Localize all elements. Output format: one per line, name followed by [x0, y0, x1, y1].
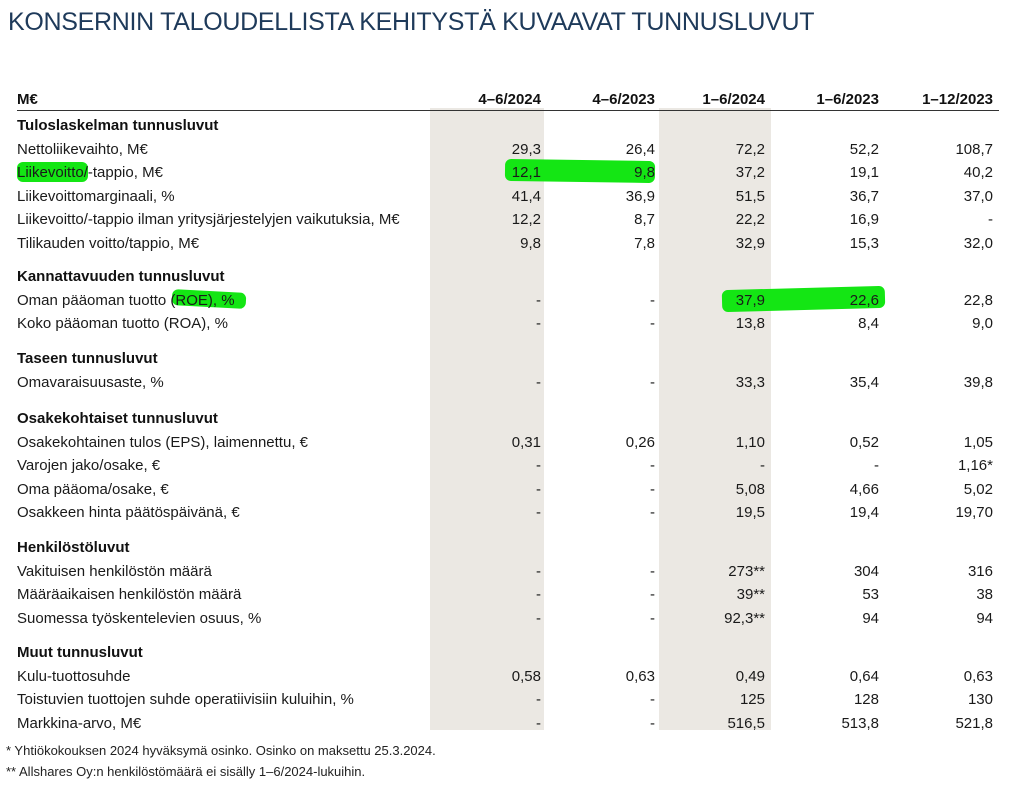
value-cell: - [536, 714, 541, 732]
value-cell: - [536, 457, 541, 474]
value-cell: - [650, 609, 655, 627]
value-cell: 26,4 [625, 140, 655, 158]
value-cell: 37,9 [735, 291, 765, 309]
value-cell: 72,2 [735, 140, 765, 158]
value-cell: 1,10 [735, 433, 765, 451]
value-cell: 12,2 [511, 211, 541, 228]
value-cell: - [874, 457, 879, 474]
row-label: Osakekohtainen tulos (EPS), laimennettu, € [17, 433, 308, 451]
value-cell: - [650, 291, 655, 309]
table-row [0, 455, 1032, 477]
value-cell: 0,49 [735, 667, 765, 685]
table-row [0, 139, 1032, 161]
value-cell: 32,9 [735, 234, 765, 252]
row-label: Liikevoitto/-tappio, M€ [17, 164, 163, 181]
value-cell: 316 [967, 562, 993, 580]
value-cell: - [650, 691, 655, 708]
value-cell: 35,4 [849, 373, 879, 391]
value-cell: 1,05 [963, 433, 993, 451]
table-row [0, 608, 1032, 630]
row-label: Omavaraisuusaste, % [17, 373, 164, 391]
value-cell: 94 [862, 609, 879, 627]
value-cell: - [536, 315, 541, 332]
value-cell: - [536, 480, 541, 498]
row-label: Varojen jako/osake, € [17, 457, 161, 474]
value-cell: 9,8 [634, 164, 655, 181]
section-heading [0, 537, 1032, 559]
row-label: Liikevoitto/-tappio ilman yritysjärjestelyjen vaikutuksia, M€ [17, 211, 400, 228]
table-row [0, 313, 1032, 335]
table-row [0, 713, 1032, 735]
value-cell: 29,3 [511, 140, 541, 158]
value-cell: 125 [739, 691, 765, 708]
header-col-fy-2023: 1–12/2023 [922, 91, 993, 108]
value-cell: 108,7 [955, 140, 993, 158]
value-cell: 19,70 [955, 504, 993, 521]
value-cell: - [650, 480, 655, 498]
value-cell: 51,5 [735, 187, 765, 205]
value-cell: 9,8 [520, 234, 541, 252]
value-cell: - [650, 562, 655, 580]
table-row [0, 290, 1032, 312]
value-cell: 1,16* [957, 457, 993, 474]
value-cell: 19,1 [849, 164, 879, 181]
value-cell: 39** [736, 586, 765, 603]
value-cell: 37,0 [963, 187, 993, 205]
value-cell: 13,8 [735, 315, 765, 332]
value-cell: 32,0 [963, 234, 993, 252]
row-label: Markkina-arvo, M€ [17, 714, 142, 732]
value-cell: 7,8 [634, 234, 655, 252]
table-row [0, 479, 1032, 501]
row-label: Oma pääoma/osake, € [17, 480, 169, 498]
section-title: Tuloslaskelman tunnusluvut [17, 117, 219, 134]
value-cell: 0,26 [625, 433, 655, 451]
value-cell: - [760, 457, 765, 474]
value-cell: 0,63 [625, 667, 655, 685]
row-label: Nettoliikevaihto, M€ [17, 140, 148, 158]
page-title: KONSERNIN TALOUDELLISTA KEHITYSTÄ KUVAAVAT TUNNUSLUVUT [8, 8, 815, 36]
section-heading [0, 348, 1032, 370]
value-cell: - [650, 504, 655, 521]
value-cell: 513,8 [841, 714, 879, 732]
value-cell: 19,5 [735, 504, 765, 521]
row-label: Liikevoittomarginaali, % [17, 187, 175, 205]
value-cell: 9,0 [972, 315, 993, 332]
header-rule [17, 110, 999, 111]
value-cell: 0,63 [963, 667, 993, 685]
table-row [0, 186, 1032, 208]
table-row [0, 561, 1032, 583]
section-heading [0, 266, 1032, 288]
value-cell: 36,7 [849, 187, 879, 205]
value-cell: - [536, 562, 541, 580]
value-cell: 521,8 [955, 714, 993, 732]
section-title: Henkilöstöluvut [17, 539, 130, 556]
row-label: Koko pääoman tuotto (ROA), % [17, 315, 228, 332]
value-cell: 273** [728, 562, 765, 580]
value-cell: - [536, 504, 541, 521]
value-cell: 12,1 [511, 164, 541, 181]
table-row [0, 432, 1032, 454]
table-row [0, 233, 1032, 255]
value-cell: 15,3 [849, 234, 879, 252]
value-cell: - [650, 457, 655, 474]
value-cell: 8,7 [634, 211, 655, 228]
value-cell: 52,2 [849, 140, 879, 158]
value-cell: 0,52 [849, 433, 879, 451]
section-title: Kannattavuuden tunnusluvut [17, 268, 225, 285]
table-row [0, 209, 1032, 231]
row-label: Vakituisen henkilöstön määrä [17, 562, 212, 580]
table-row [0, 372, 1032, 394]
value-cell: 16,9 [849, 211, 879, 228]
row-label: Määräaikaisen henkilöstön määrä [17, 586, 242, 603]
value-cell: 92,3** [724, 609, 765, 627]
value-cell: 8,4 [858, 315, 879, 332]
value-cell: - [650, 714, 655, 732]
row-label: Toistuvien tuottojen suhde operatiivisiin kuluihin, % [17, 691, 354, 708]
header-col-h1-2024: 1–6/2024 [702, 91, 765, 108]
value-cell: 36,9 [625, 187, 655, 205]
value-cell: 33,3 [735, 373, 765, 391]
table-row [0, 162, 1032, 184]
row-label: Osakkeen hinta päätöspäivänä, € [17, 504, 240, 521]
row-label: Tilikauden voitto/tappio, M€ [17, 234, 200, 252]
table-row [0, 502, 1032, 524]
header-col-q2-2024: 4–6/2024 [478, 91, 541, 108]
header-unit: M€ [17, 91, 38, 108]
header-col-h1-2023: 1–6/2023 [816, 91, 879, 108]
value-cell: - [650, 315, 655, 332]
value-cell: 40,2 [963, 164, 993, 181]
section-heading [0, 642, 1032, 664]
table-row [0, 666, 1032, 688]
section-heading [0, 115, 1032, 137]
header-col-q2-2023: 4–6/2023 [592, 91, 655, 108]
value-cell: 94 [976, 609, 993, 627]
footnote-staff: ** Allshares Oy:n henkilöstömäärä ei sisälly 1–6/2024-lukuihin. [6, 764, 366, 779]
value-cell: - [536, 291, 541, 309]
value-cell: - [536, 609, 541, 627]
value-cell: 22,6 [849, 291, 879, 309]
value-cell: 38 [976, 586, 993, 603]
value-cell: - [536, 691, 541, 708]
section-heading [0, 408, 1032, 430]
row-label: Oman pääoman tuotto (ROE), % [17, 291, 235, 309]
value-cell: 41,4 [511, 187, 541, 205]
value-cell: 128 [853, 691, 879, 708]
value-cell: 304 [853, 562, 879, 580]
section-title: Taseen tunnusluvut [17, 350, 158, 367]
value-cell: 516,5 [727, 714, 765, 732]
value-cell: 0,31 [511, 433, 541, 451]
value-cell: - [536, 373, 541, 391]
value-cell: - [650, 373, 655, 391]
row-label: Suomessa työskentelevien osuus, % [17, 609, 262, 627]
value-cell: 39,8 [963, 373, 993, 391]
value-cell: 130 [967, 691, 993, 708]
value-cell: 0,64 [849, 667, 879, 685]
value-cell: - [650, 586, 655, 603]
table-row [0, 584, 1032, 606]
section-title: Muut tunnusluvut [17, 644, 143, 661]
value-cell: 37,2 [735, 164, 765, 181]
section-title: Osakekohtaiset tunnusluvut [17, 410, 218, 427]
value-cell: - [536, 586, 541, 603]
value-cell: - [988, 211, 993, 228]
table-row [0, 689, 1032, 711]
footnote-dividend: * Yhtiökokouksen 2024 hyväksymä osinko. Osinko on maksettu 25.3.2024. [6, 743, 436, 758]
value-cell: 0,58 [511, 667, 541, 685]
value-cell: 22,8 [963, 291, 993, 309]
value-cell: 19,4 [849, 504, 879, 521]
value-cell: 5,02 [963, 480, 993, 498]
value-cell: 4,66 [849, 480, 879, 498]
value-cell: 22,2 [735, 211, 765, 228]
row-label: Kulu-tuottosuhde [17, 667, 131, 685]
value-cell: 5,08 [735, 480, 765, 498]
value-cell: 53 [862, 586, 879, 603]
